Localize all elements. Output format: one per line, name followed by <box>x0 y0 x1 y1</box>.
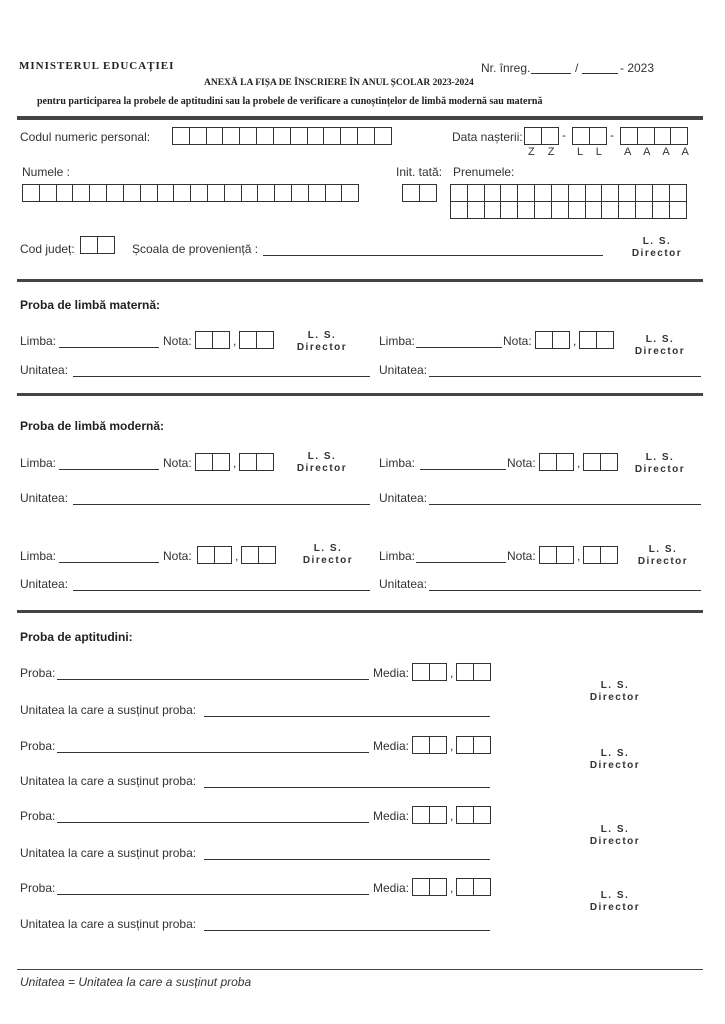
aptitude-test-label-3: Proba: <box>20 809 56 823</box>
aptitude-average-dec-boxes-4[interactable] <box>456 878 490 896</box>
aptitude-average-label-4: Media: <box>373 881 410 895</box>
birth-day-format: Z Z <box>528 146 560 158</box>
annex-year: 2023-2024 <box>432 78 474 88</box>
ls-director-stamp-2 <box>287 330 357 354</box>
form-subtitle: pentru participarea la probele de aptitudini sau la probele de verificare a cunoștințelor de limbă modernă sau maternă <box>37 96 543 107</box>
birth-year-boxes[interactable] <box>620 127 687 145</box>
aptitude-average-comma-1: , <box>450 666 454 680</box>
modern-unit-line-2[interactable] <box>429 504 701 505</box>
aptitude-unit-line-4[interactable] <box>204 930 490 931</box>
last-name-boxes[interactable] <box>22 184 358 202</box>
aptitude-average-comma-4: , <box>450 881 454 895</box>
maternal-grade-comma-2: , <box>573 334 577 348</box>
registration-slash: / <box>575 61 579 75</box>
registration-year: - 2023 <box>620 61 655 75</box>
aptitude-average-dec-boxes-1[interactable] <box>456 663 490 681</box>
aptitude-average-label-3: Media: <box>373 809 410 823</box>
ls-text: L. S. <box>645 334 675 345</box>
birth-day-boxes[interactable] <box>524 127 558 145</box>
county-code-boxes[interactable] <box>80 236 114 254</box>
aptitude-unit-line-1[interactable] <box>204 716 490 717</box>
aptitude-test-line-4[interactable] <box>57 894 369 895</box>
aptitude-average-label-1: Media: <box>373 666 410 680</box>
director-text: Director <box>634 464 686 475</box>
ls-text: L. S. <box>307 330 337 341</box>
father-initial-boxes[interactable] <box>402 184 436 202</box>
ls-director-stamp-1 <box>622 236 692 260</box>
modern-unit-line-4[interactable] <box>429 590 701 591</box>
modern-unit-line-3[interactable] <box>73 590 370 591</box>
ls-director-stamp-6 <box>293 543 363 567</box>
director-text: Director <box>631 248 683 259</box>
ls-text: L. S. <box>313 543 343 554</box>
birth-date-label: Data nașterii: <box>452 130 523 144</box>
registration-number-label: Nr. înreg. <box>481 61 531 75</box>
maternal-language-line-2[interactable] <box>416 347 502 348</box>
aptitude-test-line-1[interactable] <box>57 679 369 680</box>
birth-dash-1: - <box>562 128 566 142</box>
aptitude-average-int-boxes-1[interactable] <box>412 663 446 681</box>
modern-section-title: Proba de limbă modernă: <box>20 419 165 433</box>
director-text: Director <box>589 760 641 771</box>
modern-language-label-2: Limba: <box>379 456 416 470</box>
director-text: Director <box>302 555 354 566</box>
ls-director-stamp-5 <box>625 452 695 476</box>
aptitude-test-label-2: Proba: <box>20 739 56 753</box>
section-divider-1 <box>17 279 703 282</box>
maternal-unit-line-2[interactable] <box>429 376 701 377</box>
ls-director-stamp-4 <box>287 451 357 475</box>
aptitude-average-comma-3: , <box>450 809 454 823</box>
aptitude-section-title: Proba de aptitudini: <box>20 630 133 644</box>
modern-unit-label-2: Unitatea: <box>379 491 428 505</box>
maternal-grade-dec-boxes[interactable] <box>239 331 273 349</box>
modern-unit-line-1[interactable] <box>73 504 370 505</box>
cnp-label: Codul numeric personal: <box>20 130 151 144</box>
modern-unit-label-3: Unitatea: <box>20 577 69 591</box>
aptitude-average-label-2: Media: <box>373 739 410 753</box>
maternal-unit-label: Unitatea: <box>20 363 69 377</box>
modern-grade-comma-2: , <box>577 456 581 470</box>
modern-grade-comma-3: , <box>235 549 239 563</box>
ls-director-stamp-10 <box>580 824 650 848</box>
director-text: Director <box>634 346 686 357</box>
registration-date-line[interactable] <box>582 73 618 74</box>
ls-text: L. S. <box>600 890 630 901</box>
director-text: Director <box>589 692 641 703</box>
modern-grade-comma-1: , <box>233 456 237 470</box>
director-text: Director <box>296 463 348 474</box>
modern-language-label-3: Limba: <box>20 549 57 563</box>
registration-number-line[interactable] <box>531 73 571 74</box>
maternal-language-label-2: Limba: <box>379 334 416 348</box>
maternal-grade-int-boxes-2[interactable] <box>535 331 569 349</box>
maternal-grade-int-boxes[interactable] <box>195 331 229 349</box>
birth-year-format: A A A A <box>624 146 694 158</box>
modern-grade-dec-boxes-2[interactable] <box>583 453 617 471</box>
modern-grade-label-4: Nota: <box>507 549 536 563</box>
aptitude-unit-label-4: Unitatea la care a susținut proba: <box>20 917 197 931</box>
modern-language-line-2[interactable] <box>420 469 506 470</box>
ls-text: L. S. <box>642 236 672 247</box>
maternal-grade-dec-boxes-2[interactable] <box>579 331 613 349</box>
aptitude-average-int-boxes-2[interactable] <box>412 736 446 754</box>
maternal-unit-line[interactable] <box>73 376 370 377</box>
aptitude-unit-line-3[interactable] <box>204 859 490 860</box>
aptitude-test-line-3[interactable] <box>57 822 369 823</box>
modern-grade-dec-boxes-1[interactable] <box>239 453 273 471</box>
aptitude-test-label-4: Proba: <box>20 881 56 895</box>
aptitude-unit-label-2: Unitatea la care a susținut proba: <box>20 774 197 788</box>
ls-text: L. S. <box>600 748 630 759</box>
maternal-language-line[interactable] <box>59 347 159 348</box>
section-divider-2 <box>17 393 703 396</box>
aptitude-average-comma-2: , <box>450 739 454 753</box>
director-text: Director <box>589 902 641 913</box>
maternal-section-title: Proba de limbă maternă: <box>20 298 161 312</box>
aptitude-test-line-2[interactable] <box>57 752 369 753</box>
modern-unit-label-4: Unitatea: <box>379 577 428 591</box>
aptitude-unit-label-1: Unitatea la care a susținut proba: <box>20 703 197 717</box>
ls-director-stamp-8 <box>580 680 650 704</box>
father-initial-label: Init. tată: <box>396 165 443 179</box>
maternal-grade-comma: , <box>233 334 237 348</box>
ls-text: L. S. <box>645 452 675 463</box>
modern-grade-int-boxes-2[interactable] <box>539 453 573 471</box>
ls-text: L. S. <box>600 680 630 691</box>
birth-month-boxes[interactable] <box>572 127 606 145</box>
ls-text: L. S. <box>307 451 337 462</box>
maternal-language-label: Limba: <box>20 334 57 348</box>
aptitude-average-int-boxes-4[interactable] <box>412 878 446 896</box>
last-name-label: Numele : <box>22 165 71 179</box>
ls-director-stamp-7 <box>628 544 698 568</box>
annex-title-text: ANEXĂ LA FIȘA DE ÎNSCRIERE ÎN ANUL ȘCOLAR <box>204 78 431 88</box>
maternal-grade-label: Nota: <box>163 334 192 348</box>
modern-grade-comma-4: , <box>577 549 581 563</box>
county-code-label: Cod județ: <box>20 242 75 256</box>
modern-grade-int-boxes-1[interactable] <box>195 453 229 471</box>
ls-director-stamp-11 <box>580 890 650 914</box>
modern-language-line-1[interactable] <box>59 469 159 470</box>
modern-grade-label-3: Nota: <box>163 549 192 563</box>
aptitude-average-dec-boxes-2[interactable] <box>456 736 490 754</box>
origin-school-line[interactable] <box>263 255 603 256</box>
aptitude-average-dec-boxes-3[interactable] <box>456 806 490 824</box>
birth-month-format: L L <box>577 146 607 158</box>
aptitude-average-int-boxes-3[interactable] <box>412 806 446 824</box>
ls-text: L. S. <box>600 824 630 835</box>
section-divider-3 <box>17 610 703 613</box>
maternal-grade-label-2: Nota: <box>503 334 532 348</box>
maternal-unit-label-2: Unitatea: <box>379 363 428 377</box>
director-text: Director <box>589 836 641 847</box>
aptitude-unit-line-2[interactable] <box>204 787 490 788</box>
modern-language-line-3[interactable] <box>59 562 159 563</box>
cnp-boxes[interactable] <box>172 127 391 145</box>
birth-dash-2: - <box>610 128 614 142</box>
modern-grade-label-2: Nota: <box>507 456 536 470</box>
modern-language-label-1: Limba: <box>20 456 57 470</box>
annex-title <box>204 78 474 88</box>
footer-note: Unitatea = Unitatea la care a susținut proba <box>20 975 252 989</box>
footer-divider <box>17 969 703 970</box>
modern-grade-int-boxes-4[interactable] <box>539 546 573 564</box>
ministry-name: MINISTERUL EDUCAȚIEI <box>19 60 175 72</box>
first-name-boxes[interactable] <box>450 184 685 219</box>
header-divider <box>17 116 703 120</box>
director-text: Director <box>637 556 689 567</box>
modern-unit-label-1: Unitatea: <box>20 491 69 505</box>
modern-grade-dec-boxes-3[interactable] <box>241 546 275 564</box>
modern-grade-int-boxes-3[interactable] <box>197 546 231 564</box>
ls-director-stamp-9 <box>580 748 650 772</box>
modern-language-label-4: Limba: <box>379 549 416 563</box>
ls-director-stamp-3 <box>625 334 695 358</box>
director-text: Director <box>296 342 348 353</box>
aptitude-test-label-1: Proba: <box>20 666 56 680</box>
first-name-label: Prenumele: <box>453 165 515 179</box>
origin-school-label: Școala de proveniență : <box>132 242 259 256</box>
modern-language-line-4[interactable] <box>416 562 506 563</box>
modern-grade-label-1: Nota: <box>163 456 192 470</box>
modern-grade-dec-boxes-4[interactable] <box>583 546 617 564</box>
ls-text: L. S. <box>648 544 678 555</box>
aptitude-unit-label-3: Unitatea la care a susținut proba: <box>20 846 197 860</box>
